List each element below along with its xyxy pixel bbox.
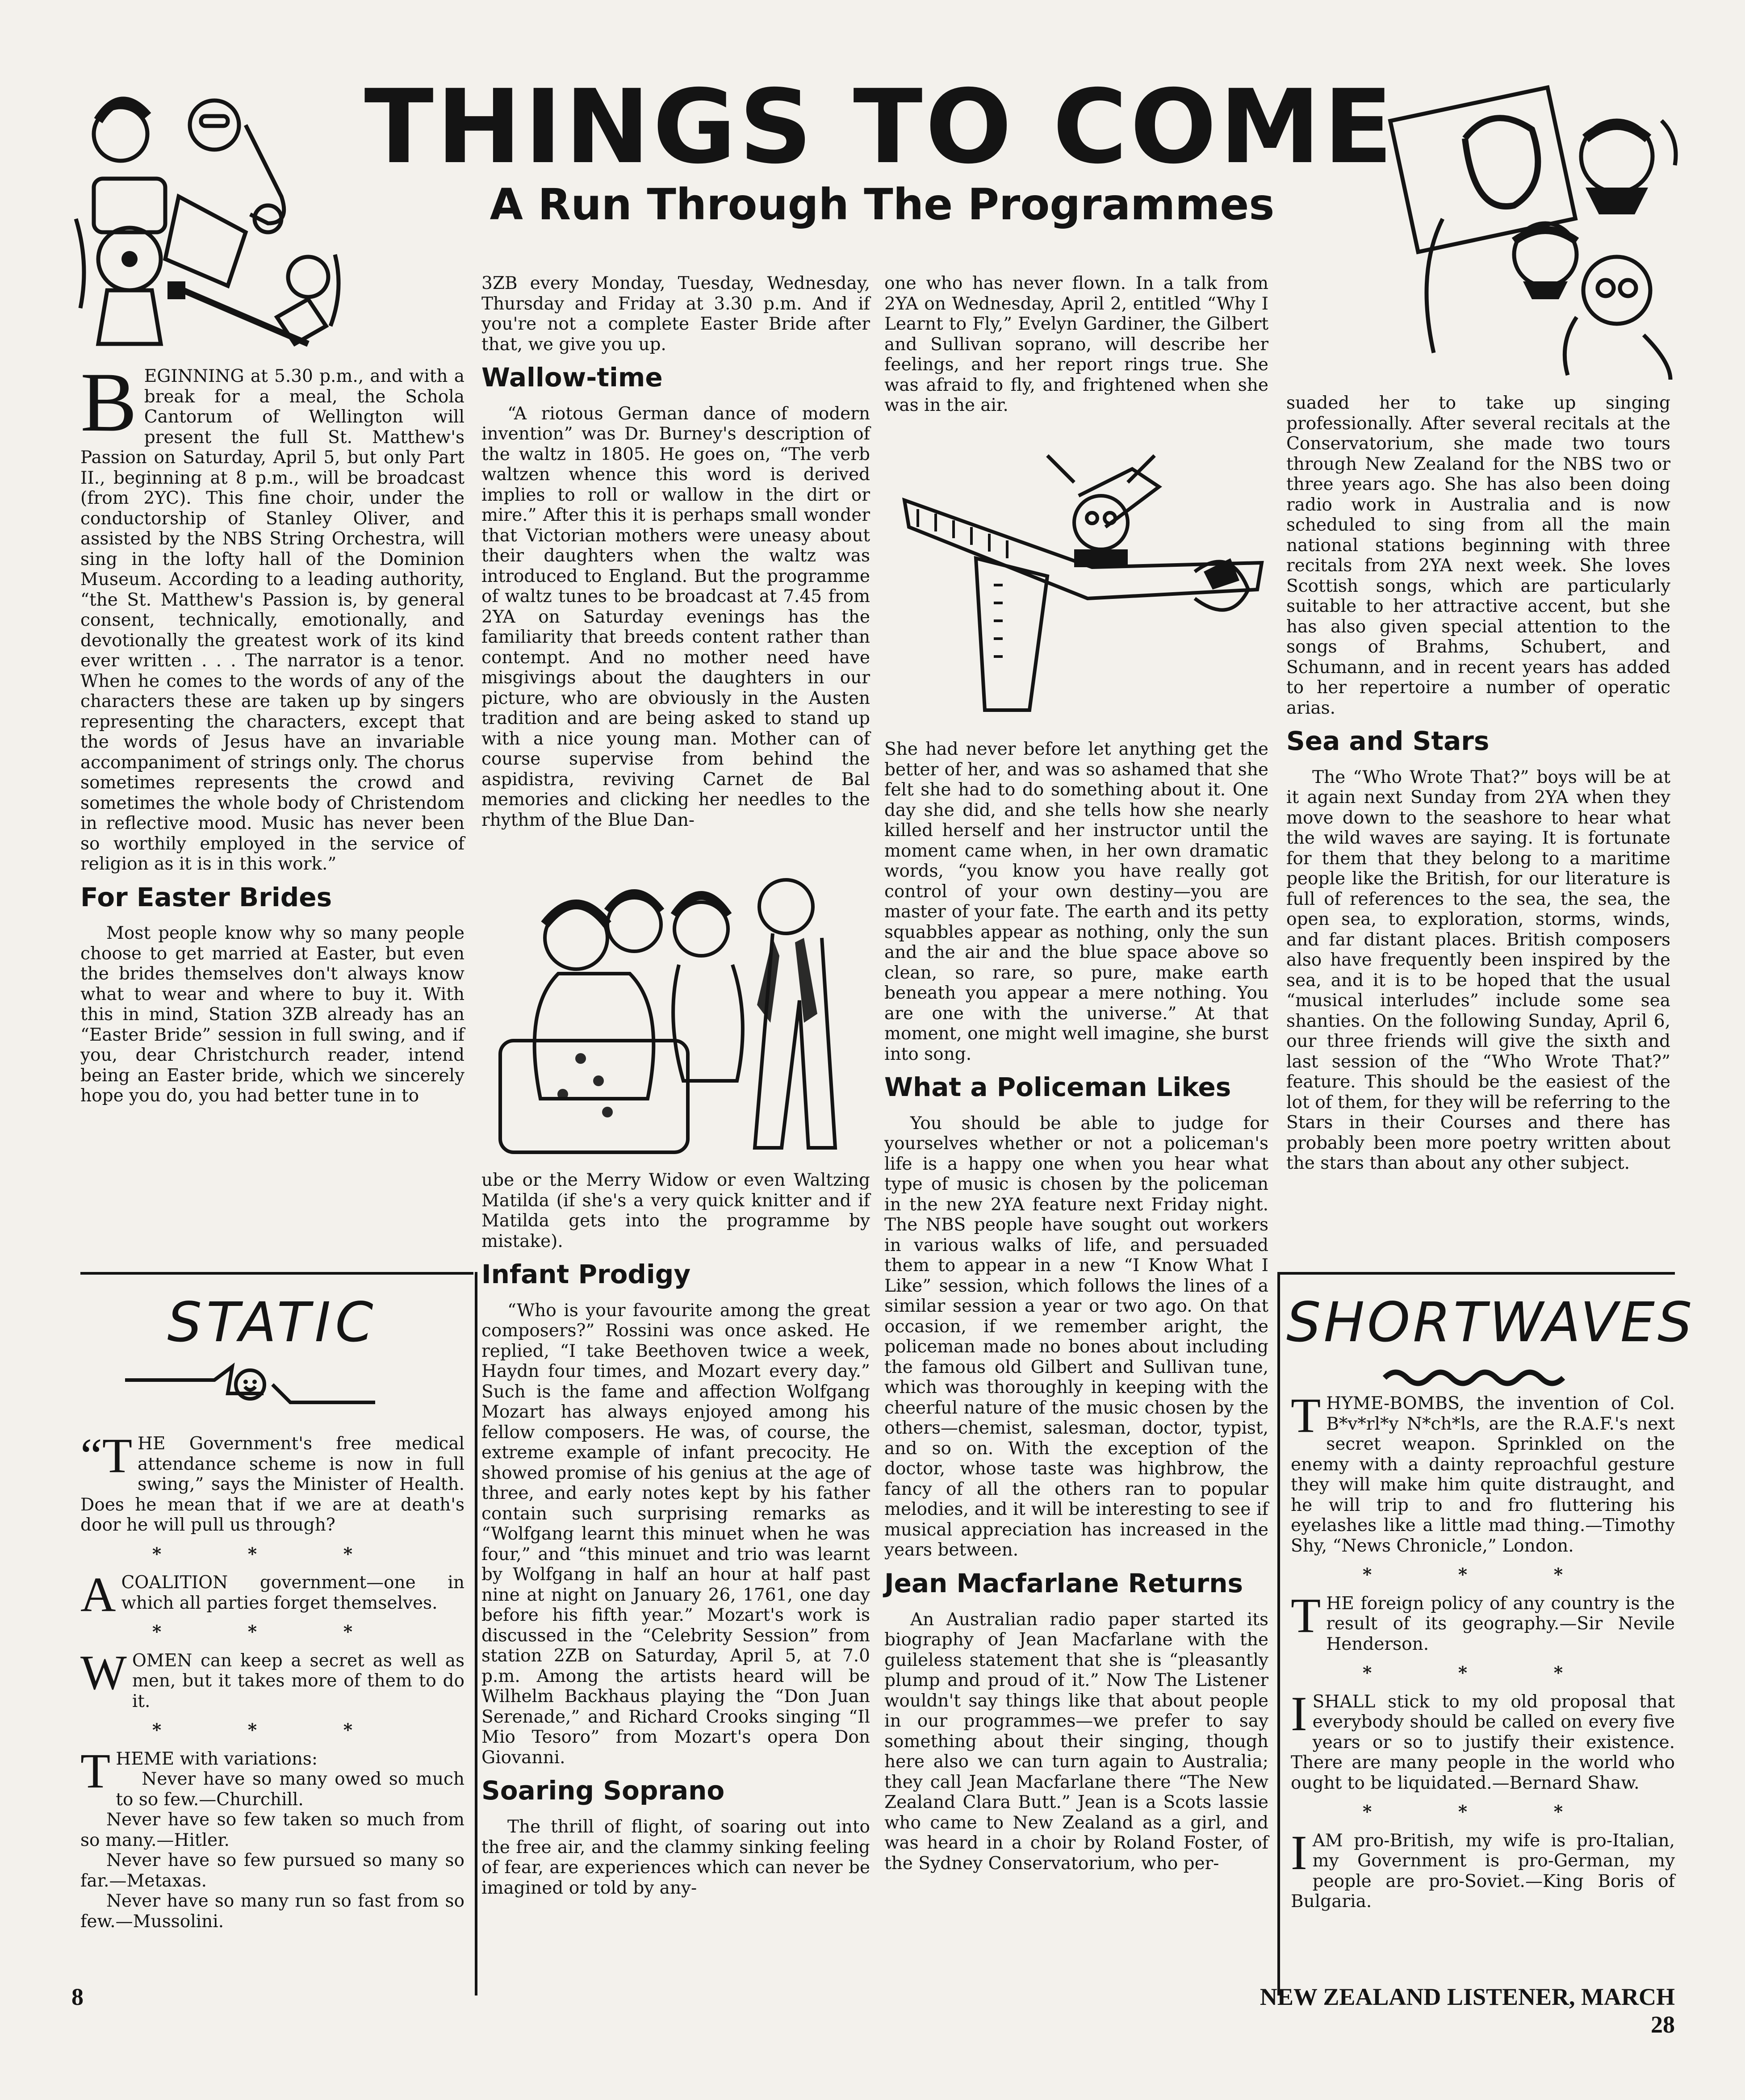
column-3-lower (884, 739, 1268, 1874)
shortwaves-item-2 (1291, 1588, 1675, 1655)
shortwaves-item-4 (1291, 1825, 1675, 1912)
shortwaves-item-3-cap: I (1291, 1686, 1307, 1741)
page-number: 8 (71, 1983, 84, 2010)
shortwaves-item-4-cap: I (1291, 1825, 1307, 1880)
shortwaves-item-3 (1291, 1686, 1675, 1794)
shortwaves-ornament (1385, 1367, 1563, 1385)
static-item-1 (80, 1428, 464, 1535)
band-illustration (67, 85, 353, 362)
shortwaves-item-3-text: SHALL stick to my old proposal that everybody should be called on every five years or so to justify their existence. There are many people in the world who ought to be liquidated.—Bernard Shaw. (1291, 1691, 1675, 1793)
heading-policeman: What a Policeman Likes (884, 1072, 1231, 1102)
jean-paragraph: An Australian radio paper started its biography of Jean Macfarlane with the guileless statement that she is “pleasantly plump and proud of it.” Now The Listener wouldn't say things like that about people in our programmes—we prefer to say something about their singing, though here also we can turn again to Australia; they call Jean Macfarlane there “The New Zealand Clara Butt.” Jean is a Scots lassie who came to New Zealand as a girl, and was heard in a choir by Roland Foster, of the Sydney Conservatorium, who per- (884, 1609, 1268, 1874)
static-item-3 (80, 1645, 464, 1712)
shortwaves-item-4-text: AM pro-British, my wife is pro-Italian, my Government is pro-German, my people are pro-Soviet.—King Boris of Bulgaria. (1291, 1830, 1675, 1912)
static-item-4-line-2: Never have so few taken so much from so many.—Hitler. (80, 1810, 464, 1850)
shortwaves-separator: * * * (1362, 1802, 1603, 1822)
shortwaves-left-rule (1277, 1272, 1280, 1995)
soprano-paragraph: The thrill of flight, of soaring out into the free air, and the clammy sinking feeling of fear, are experiences which can never be imagined or told by any- (481, 1817, 870, 1898)
static-separator: * * * (152, 1720, 393, 1740)
static-item-1-text: HE Government's free medical attendance scheme is now in full swing,” says the Minister of Health. Does he mean that if we are at death's door he will pull us through? (80, 1434, 464, 1535)
intro-text: EGINNING at 5.30 p.m., and with a break for a meal, the Schola Cantorum of Wellington will present the full St. Matthew's Passion on Saturday, April 5, but only Part II., beginning at 8 p.m., will be broadcast (from 2YC). This fine choir, under the conductorship of Stanley Oliver, and assisted by the NBS String Orchestra, will sing in the lofty hall of the Dominion Museum. According to a leading authority, “the St. Matthew's Passion is, by general consent, technically, emotionally, and devotionally the greatest work of its kind ever written . . . The narrator is a tenor. When he comes to the words of any of the characters these are taken up by singers representing the characters, except that the words of Jesus have an invariable accompaniment of strings only. The chorus sometimes represents the crowd and sometimes the whole body of Christendom in reflective mood. Music has never been so worthily employed in the service of religion as it is in this work.” (80, 366, 464, 874)
jean-continued: suaded her to take up singing professionally. After several recitals at the Conservatorium, she made two tours through New Zealand for the NBS two or three years ago. She has also been doing radio work in Australia and is now scheduled to sing from all the main national stations beginning with three recitals from 2YA next week. She loves Scottish songs, which are particularly suitable to her attractive accent, but she has also given special attention to the songs of Brahms, Schubert, and Schumann, and in recent years has added to her repertoire a number of operatic arias. (1286, 393, 1670, 718)
page-title: THINGS TO COME (364, 67, 1396, 186)
static-separator: * * * (152, 1544, 393, 1565)
static-item-2-text: COALITION government—one in which all parties forget themselves. (121, 1573, 464, 1613)
shortwaves-items (1291, 1388, 1675, 1912)
publication-footer: NEW ZEALAND LISTENER, MARCH 28 (1260, 1983, 1675, 2038)
prodigy-paragraph: “Who is your favourite among the great composers?” Rossini was once asked. He replied, “I take Beethoven twice a week, Haydn four times, and Mozart every day.” Such is the fame and affection Wolfgang Mozart has always enjoyed among his fellow composers. He was, of course, the extreme example of infant precocity. He showed promise of his genius at the age of three, and early notes kept by his father contain such surprising remarks as “Wolfgang learnt this minuet when he was four,” and “this minuet and trio was learnt by Wolfgang in half an hour at half past nine at night on January 26, 1761, one day before his fifth year.” Mozart's work is discussed in the “Celebrity Session” from station 2ZB on Saturday, April 5, at 7.0 p.m. Among the artists heard will be Wilhelm Backhaus playing the “Don Juan Serenade,” and Richard Crooks singing “Il Mio Tesoro” from Mozart's opera Don Giovanni. (481, 1300, 870, 1768)
column-2-lower (481, 1170, 870, 1898)
soprano-continued: one who has never flown. In a talk from 2YA on Wednesday, April 2, entitled “Why I Learnt to Fly,” Evelyn Gardiner, the Gilbert and Sullivan soprano, will describe her feelings, and her report rings true. She was afraid to fly, and frightened when she was in the air. (884, 273, 1268, 415)
waltz-illustration (491, 871, 866, 1157)
brides-continued: 3ZB every Monday, Tuesday, Wednesday, Thursday and Friday at 3.30 p.m. And if you're not a complete Easter Bride after that, we give you up. (481, 273, 870, 355)
shortwaves-title: SHORTWAVES (1286, 1291, 1695, 1354)
column-4 (1286, 393, 1670, 1174)
static-item-4-line-3: Never have so few pursued so many so far.—Metaxas. (80, 1850, 464, 1891)
static-separator: * * * (152, 1622, 393, 1642)
static-item-1-cap: “T (80, 1428, 133, 1483)
static-item-3-cap: W (80, 1645, 127, 1700)
column-1 (80, 356, 464, 1106)
static-item-2 (80, 1567, 464, 1622)
shortwaves-item-1 (1291, 1388, 1675, 1556)
static-item-4-line-1: Never have so many owed so much to so few.—Churchill. (116, 1769, 464, 1810)
static-item-4-cap: T (80, 1743, 111, 1798)
policeman-paragraph: You should be able to judge for yourselves whether or not a policeman's life is a happy one when you hear what type of music is chosen by the policeman in the new 2YA feature next Friday night. The NBS people have sought out workers in various walks of life, and persuaded them to appear in a new “I Know What I Like” session, which follows the lines of a similar session a year or two ago. On that occasion, if we remember aright, the policeman made no bones about including the famous old Gilbert and Sullivan tune, which was thoroughly in keeping with the cheerful nature of the music chosen by the others—chemist, salesman, doctor, typist, and so on. With the exception of the doctor, whose taste was highbrow, the fancy of all the others ran to popular melodies, and it will be interesting to see if musical appreciation has increased in the years between. (884, 1113, 1268, 1560)
column-2 (481, 273, 870, 830)
heading-sea-and-stars: Sea and Stars (1286, 726, 1490, 756)
heading-easter-brides: For Easter Brides (80, 882, 332, 912)
heading-soaring-soprano: Soaring Soprano (481, 1775, 725, 1806)
wallow-continued: ube or the Merry Widow or even Waltzing Matilda (if she's a very quick knitter and if Matilda gets into the programme by mistake). (481, 1170, 870, 1251)
wallow-paragraph: “A riotous German dance of modern invention” was Dr. Burney's description of the waltz in 1805. He goes on, “The verb waltzen whence this word is derived implies to roll or wallow in the dirt or mire.” After this it is perhaps small wonder that Victorian mothers were uneasy about their daughters when the waltz was introduced to England. But the programme of waltz tunes to be broadcast at 7.45 from 2YA on Saturday evenings has the familiarity that breeds content rather than contempt. And no mother need have misgivings about the daughters in our picture, who are obviously in the Austen tradition and are being asked to stand up with a nice young man. Mother can of course supervise from behind the aspidistra, reviving Carnet de Bal memories and clicking her needles to the rhythm of the Blue Dan- (481, 403, 870, 830)
static-items (80, 1428, 464, 1932)
static-right-rule (475, 1272, 477, 1995)
heading-jean-macfarlane: Jean Macfarlane Returns (884, 1568, 1243, 1598)
sea-paragraph: The “Who Wrote That?” boys will be at it again next Sunday from 2YA when they move down to the seashore to hear what the wild waves are saying. It is fortunate for them that they belong to a maritime people like the British, for our literature is full of references to the sea, the sea, the open sea, to exploration, storms, winds, and far distant places. British composers also have frequently been inspired by the sea, and it is to be hoped that the usual “musical interludes” include some sea shanties. On the following Sunday, April 6, our three friends will give the sixth and last session of the “Who Wrote That?” feature. This should be the easiest of the lot of them, for they will be referring to the Stars in their Courses and there has probably been more poetry written about the stars than about any other subject. (1286, 767, 1670, 1174)
brides-paragraph: Most people know why so many people choose to get married at Easter, but even the brides themselves don't always know what to wear and where to buy it. With this in mind, Station 3ZB already has an “Easter Bride” session in full swing, and if you, dear Christchurch reader, intend being an Easter bride, which we sincerely hope you do, you had better tune in to (80, 923, 464, 1106)
intro-paragraph (80, 356, 464, 874)
static-ornament (125, 1362, 375, 1411)
intro-dropcap: B (80, 356, 137, 449)
column-3 (884, 273, 1268, 416)
heading-infant-prodigy: Infant Prodigy (481, 1259, 691, 1289)
static-item-4-line-4: Never have so many run so fast from so few.—Mussolini. (80, 1891, 464, 1932)
shortwaves-separator: * * * (1362, 1663, 1603, 1683)
page-subtitle: A Run Through The Programmes (490, 180, 1275, 230)
static-item-2-cap: A (80, 1567, 116, 1622)
heading-wallow-time: Wallow-time (481, 362, 663, 393)
shortwaves-item-2-text: HE foreign policy of any country is the result of its geography.—Sir Nevile Henderson. (1326, 1593, 1675, 1654)
singers-illustration (1376, 85, 1688, 380)
shortwaves-item-1-text: HYME-BOMBS, the invention of Col. B*v*rl*y N*ch*ls, are the R.A.F.'s next secret weapon. Sprinkled on the enemy with a dainty reproachful gesture they will make him quite distraught, and he will trip to and fro fluttering his eyelashes like a little mad thing.—Timothy Shy, “News Chronicle,” London. (1291, 1393, 1675, 1556)
shortwaves-separator: * * * (1362, 1565, 1603, 1585)
shortwaves-item-1-cap: T (1291, 1388, 1321, 1443)
static-top-rule (80, 1272, 473, 1275)
shortwaves-item-2-cap: T (1291, 1588, 1321, 1643)
aeroplane-illustration (887, 442, 1266, 719)
soprano-continued-2: She had never before let anything get the better of her, and was so ashamed that she felt she had to do something about it. One day she did, and she tells how she nearly killed herself and her instructor until the moment came when, in her own dramatic words, “you know you have really got control of your own destiny—you are master of your fate. The earth and its petty squabbles appear as nothing, only the sun and the air and the blue space above so clean, so rare, so pure, make earth beneath you appear a mere nothing. You are one with the universe.” At that moment, one might well imagine, she burst into song. (884, 739, 1268, 1064)
static-title: STATIC (167, 1291, 378, 1354)
shortwaves-top-rule (1277, 1272, 1675, 1275)
static-item-4-text: HEME with variations: (116, 1749, 318, 1769)
static-item-3-text: OMEN can keep a secret as well as men, but it takes more of them to do it. (132, 1650, 464, 1711)
